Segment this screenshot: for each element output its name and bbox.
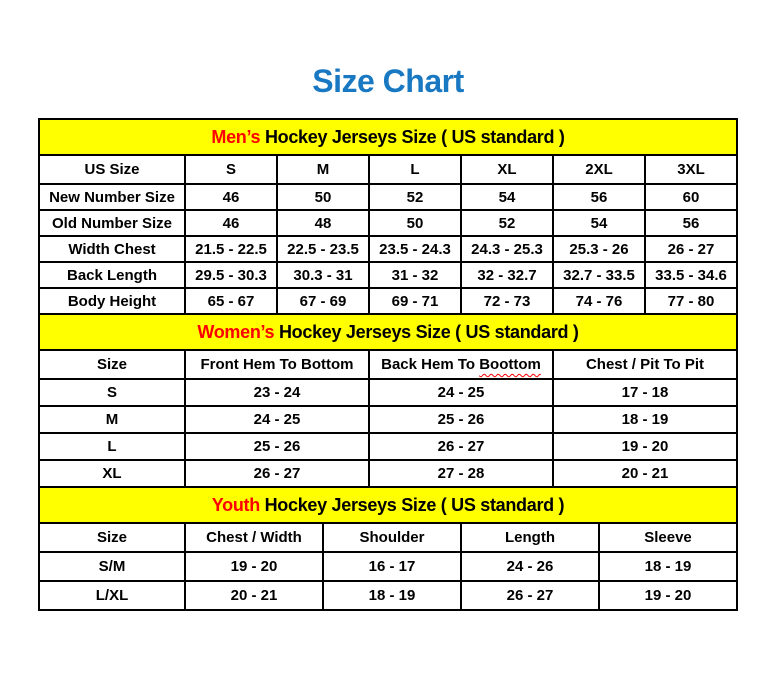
size-value: 19 - 20 (599, 581, 737, 610)
column-header: Chest / Pit To Pit (553, 350, 737, 379)
row-label: Back Length (39, 262, 185, 288)
back-hem-prefix: Back Hem To (381, 356, 480, 373)
table-row (39, 552, 737, 581)
size-value: 46 (185, 210, 277, 236)
size-value: 24 - 26 (461, 552, 599, 581)
column-header: US Size (39, 155, 185, 184)
size-value: 20 - 21 (185, 581, 323, 610)
size-chart-tables (38, 118, 738, 611)
size-value: 50 (277, 184, 369, 210)
size-value: 27 - 28 (369, 460, 553, 487)
size-value: 77 - 80 (645, 288, 737, 314)
size-value: 24 - 25 (185, 406, 369, 433)
table-row (39, 184, 737, 210)
column-header: 2XL (553, 155, 645, 184)
size-value: 30.3 - 31 (277, 262, 369, 288)
size-value: 72 - 73 (461, 288, 553, 314)
row-label: S/M (39, 552, 185, 581)
size-value: 67 - 69 (277, 288, 369, 314)
youth-heading-text: Hockey Jerseys Size ( US standard ) (259, 494, 565, 515)
size-value: 19 - 20 (185, 552, 323, 581)
size-value: 19 - 20 (553, 433, 737, 460)
size-value: 24 - 25 (369, 379, 553, 406)
column-header: Chest / Width (185, 523, 323, 552)
size-value: 48 (277, 210, 369, 236)
column-header: Front Hem To Bottom (185, 350, 369, 379)
table-row (39, 210, 737, 236)
youth-heading-band (39, 487, 737, 523)
column-header: L (369, 155, 461, 184)
table-row (39, 406, 737, 433)
size-value: 23.5 - 24.3 (369, 236, 461, 262)
table-row (39, 262, 737, 288)
size-value: 23 - 24 (185, 379, 369, 406)
row-label: S (39, 379, 185, 406)
row-label: L (39, 433, 185, 460)
row-label: Width Chest (39, 236, 185, 262)
size-value: 18 - 19 (323, 581, 461, 610)
size-value: 50 (369, 210, 461, 236)
table-row (39, 581, 737, 610)
row-label: M (39, 406, 185, 433)
column-header: Sleeve (599, 523, 737, 552)
mens-heading-band (39, 119, 737, 155)
row-label: New Number Size (39, 184, 185, 210)
column-header: Size (39, 350, 185, 379)
size-value: 31 - 32 (369, 262, 461, 288)
misspelled-word: Boottom (479, 356, 541, 373)
size-value: 29.5 - 30.3 (185, 262, 277, 288)
column-header: Shoulder (323, 523, 461, 552)
size-value: 16 - 17 (323, 552, 461, 581)
size-value: 24.3 - 25.3 (461, 236, 553, 262)
row-label: Body Height (39, 288, 185, 314)
column-header: XL (461, 155, 553, 184)
mens-heading-highlight: Men’s (211, 126, 261, 147)
size-value: 17 - 18 (553, 379, 737, 406)
row-label: Old Number Size (39, 210, 185, 236)
youth-heading-highlight: Youth (211, 494, 260, 515)
womens-heading-highlight: Women’s (197, 321, 275, 342)
size-value: 26 - 27 (645, 236, 737, 262)
column-header: M (277, 155, 369, 184)
size-value: 26 - 27 (461, 581, 599, 610)
size-value: 56 (553, 184, 645, 210)
size-value: 32 - 32.7 (461, 262, 553, 288)
mens-table (38, 118, 738, 315)
size-value: 54 (461, 184, 553, 210)
womens-table (38, 313, 738, 488)
size-value: 65 - 67 (185, 288, 277, 314)
table-row (39, 460, 737, 487)
size-value: 60 (645, 184, 737, 210)
column-header: Length (461, 523, 599, 552)
row-label: XL (39, 460, 185, 487)
table-row (39, 236, 737, 262)
size-value: 69 - 71 (369, 288, 461, 314)
size-value: 74 - 76 (553, 288, 645, 314)
column-header: Size (39, 523, 185, 552)
size-value: 46 (185, 184, 277, 210)
size-value: 20 - 21 (553, 460, 737, 487)
column-header: 3XL (645, 155, 737, 184)
womens-heading-text: Hockey Jerseys Size ( US standard ) (274, 321, 579, 342)
table-row (39, 288, 737, 314)
row-label: L/XL (39, 581, 185, 610)
size-value: 26 - 27 (369, 433, 553, 460)
size-value: 25 - 26 (185, 433, 369, 460)
size-value: 22.5 - 23.5 (277, 236, 369, 262)
column-header: S (185, 155, 277, 184)
womens-heading-band (39, 314, 737, 350)
size-value: 54 (553, 210, 645, 236)
size-value: 25 - 26 (369, 406, 553, 433)
size-value: 21.5 - 22.5 (185, 236, 277, 262)
size-value: 33.5 - 34.6 (645, 262, 737, 288)
column-header-back-hem (369, 350, 553, 379)
youth-table (38, 486, 738, 611)
size-value: 26 - 27 (185, 460, 369, 487)
size-value: 25.3 - 26 (553, 236, 645, 262)
size-value: 52 (369, 184, 461, 210)
mens-heading-text: Hockey Jerseys Size ( US standard ) (260, 126, 565, 147)
size-value: 56 (645, 210, 737, 236)
table-row (39, 379, 737, 406)
size-value: 18 - 19 (599, 552, 737, 581)
size-value: 18 - 19 (553, 406, 737, 433)
table-row (39, 433, 737, 460)
size-value: 52 (461, 210, 553, 236)
size-value: 32.7 - 33.5 (553, 262, 645, 288)
page-title: Size Chart (312, 63, 464, 99)
